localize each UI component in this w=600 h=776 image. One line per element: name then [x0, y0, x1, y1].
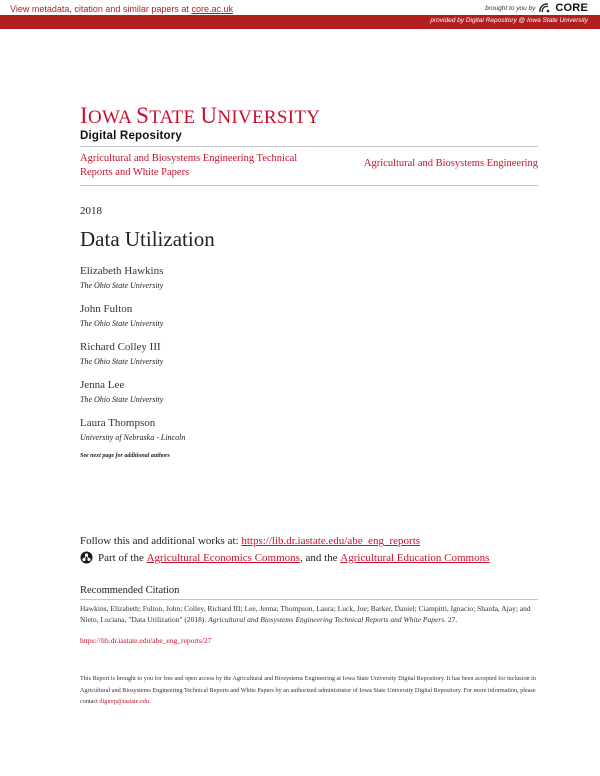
- author-affiliation: The Ohio State University: [80, 357, 164, 366]
- follow-url-link[interactable]: https://lib.dr.iastate.edu/abe_eng_reports: [241, 535, 421, 547]
- citation-body: Hawkins, Elizabeth; Fulton, John; Colley, Richard III; Lee, Jenna; Thompson, Laura; Luck, Joe; Barker, Daniel; Ciampitti, Ignacio; Sharda, Ajay; and Nieto, Luciana, "Data Utilization" (2018).: [80, 604, 531, 624]
- author-item: [80, 340, 185, 378]
- core-brought-by[interactable]: [485, 2, 588, 14]
- part-of-line: [80, 551, 489, 564]
- logo-university: IOWA STATE UNIVERSITY: [80, 103, 321, 128]
- contact-email-link[interactable]: digirep@iastate.edu: [99, 698, 149, 705]
- core-provided-text: provided by Digital Repository @ Iowa State University: [430, 17, 588, 24]
- citation-text: [80, 603, 538, 625]
- core-link-site[interactable]: core.ac.uk: [191, 4, 233, 14]
- author-affiliation: The Ohio State University: [80, 281, 164, 290]
- network-icon: [80, 551, 93, 564]
- core-label: CORE: [555, 2, 588, 14]
- logo-repository: Digital Repository: [80, 130, 183, 142]
- author-name: Elizabeth Hawkins: [80, 265, 164, 277]
- follow-prefix: Follow this and additional works at:: [80, 535, 242, 547]
- part-of-middle: , and the: [299, 551, 338, 564]
- brought-by-text: brought to you by: [485, 4, 536, 12]
- agricultural-economics-commons-link[interactable]: Agricultural Economics Commons: [146, 551, 300, 564]
- citation-url-link[interactable]: https://lib.dr.iastate.edu/abe_eng_reports/27: [80, 636, 212, 645]
- core-metadata-link[interactable]: [10, 4, 233, 14]
- author-affiliation: The Ohio State University: [80, 319, 164, 328]
- part-of-prefix: Part of the: [98, 551, 144, 564]
- citation-number: . 27.: [444, 615, 458, 624]
- citation-journal: Agricultural and Biosystems Engineering Technical Reports and White Papers: [208, 615, 445, 624]
- collection-link-department[interactable]: Agricultural and Biosystems Engineering: [363, 158, 538, 169]
- author-item: [80, 302, 185, 340]
- collection-link-reports[interactable]: Agricultural and Biosystems Engineering Technical Reports and White Papers: [80, 153, 298, 178]
- access-notice-text: This Report is brought to you for free and open access by the Agricultural and Biosystems Engineering at Iowa State University Digital Repository. It has been accepted for inclusion in Agricultural and Biosystems Engineering Technical Reports and White Papers by an authorized administrator of Iowa State University Digital Repository. For more information, please contact: [80, 675, 536, 705]
- isu-logo[interactable]: [80, 104, 320, 142]
- author-name: Jenna Lee: [80, 379, 125, 391]
- author-item: [80, 378, 185, 416]
- author-name: John Fulton: [80, 303, 133, 315]
- follow-line: [80, 535, 420, 547]
- author-affiliation: The Ohio State University: [80, 395, 164, 404]
- author-item: [80, 264, 185, 302]
- collections-row: [80, 146, 538, 186]
- agricultural-education-commons-link[interactable]: Agricultural Education Commons: [340, 551, 490, 564]
- author-affiliation: University of Nebraska - Lincoln: [80, 433, 186, 442]
- paper-title: Data Utilization: [80, 227, 215, 251]
- publication-year: 2018: [80, 205, 102, 217]
- recommended-citation-heading: Recommended Citation: [80, 585, 180, 596]
- core-logo-icon: [539, 3, 551, 13]
- author-name: Richard Colley III: [80, 341, 161, 353]
- access-notice: [80, 673, 538, 708]
- author-item: [80, 416, 185, 454]
- author-name: Laura Thompson: [80, 417, 156, 429]
- core-link-prefix: View metadata, citation and similar papers at: [10, 4, 192, 14]
- see-next-page-note: See next page for additional authors: [80, 453, 170, 459]
- core-banner: [0, 0, 600, 30]
- divider: [80, 599, 538, 600]
- author-list: [80, 264, 185, 454]
- access-notice-end: .: [148, 698, 151, 705]
